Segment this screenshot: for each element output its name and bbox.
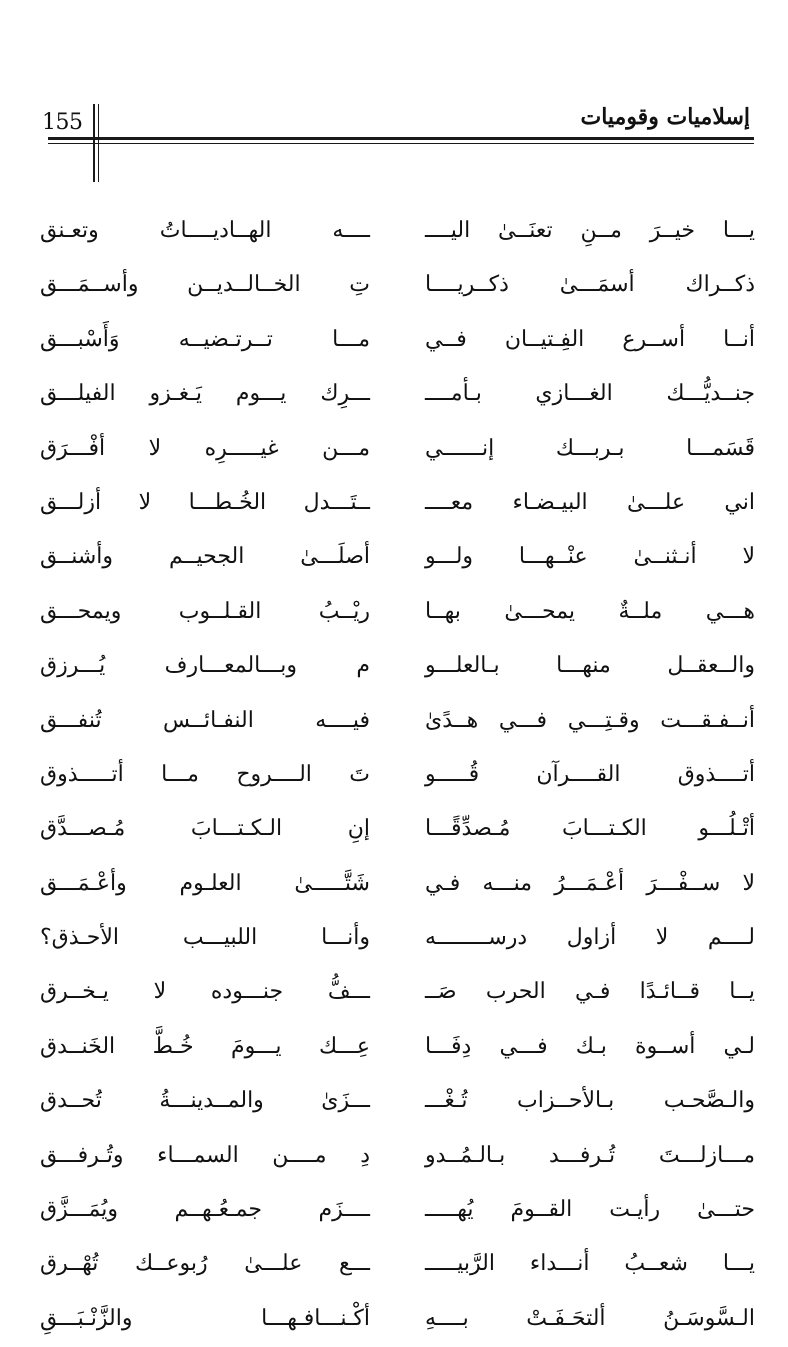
- verse: [40, 1184, 755, 1238]
- verse-second-hemistich: مـــن غيـــــرِه لا أفْـــرَق: [40, 435, 370, 461]
- verse-second-hemistich: دِ مــــن السمـــاء وتُـرفـــق: [40, 1142, 370, 1168]
- header-vertical-rule-thin: [98, 104, 99, 182]
- verse: [40, 1238, 755, 1292]
- verse-first-hemistich: حتـــىٰ رأيـت القــومَ يُهـــــ: [425, 1197, 755, 1223]
- verse-first-hemistich: قَسَمـــا بـربـــك إنــــــي: [425, 435, 755, 461]
- verse-first-hemistich: اني علـــىٰ البيـضـاء معــــ: [425, 489, 755, 515]
- verse-second-hemistich: ــــزَم جمـعُـهــم ويُمَـــزَّق: [40, 1197, 370, 1223]
- poem: [40, 205, 755, 1347]
- verse-first-hemistich: لـي أســوة بـك فـــي دِفَـــا: [425, 1033, 755, 1059]
- verse-second-hemistich: مـــا تــرتـضيــه وَأَسْبـــق: [40, 326, 370, 352]
- verse-second-hemistich: فيــــه النفـائــس تُنفـــق: [40, 707, 370, 733]
- verse-first-hemistich: مـــازلـــتَ تُـرفـــد بـالـمُــدو: [425, 1142, 755, 1168]
- verse-first-hemistich: والــعقــل منهـــا بـالعلـــو: [425, 653, 755, 679]
- verse-first-hemistich: يــا قــائـدًا فـي الحرب صَــ: [425, 979, 755, 1005]
- verse: [40, 1130, 755, 1184]
- header-vertical-rule: [93, 104, 95, 182]
- verse: [40, 749, 755, 803]
- verse-second-hemistich: ـــرِك يـــوم يَـغـزو الفيلـــق: [40, 381, 370, 407]
- header-rule: [48, 137, 754, 140]
- verse: [40, 368, 755, 422]
- verse: [40, 1075, 755, 1129]
- running-title: إسلاميات وقوميات: [580, 104, 750, 130]
- verse: [40, 477, 755, 531]
- verse: [40, 205, 755, 259]
- verse-first-hemistich: لا أنـثنــىٰ عنْــهـــا ولـــو: [425, 544, 755, 570]
- verse-second-hemistich: ريْــبُ القـلــوب ويمحـــق: [40, 598, 370, 624]
- page-header: [0, 0, 788, 190]
- verse-second-hemistich: تِ الخــالــديــن وأســمَـــق: [40, 272, 370, 298]
- verse-first-hemistich: أتْـلُـــو الكـتـــابَ مُـصدِّقًـــا: [425, 816, 755, 842]
- verse-first-hemistich: أتــــذوق القــــرآن قُـــــو: [425, 761, 755, 787]
- verse: [40, 1021, 755, 1075]
- verse-first-hemistich: يـــا خيــرَ مــنِ تعنَــىٰ اليــــ: [425, 218, 755, 243]
- verse: [40, 259, 755, 313]
- verse-second-hemistich: ـــفُّ جنـــوده لا يـخــرق: [40, 979, 370, 1005]
- verse-second-hemistich: ــــه الهــاديــــاتُ وتعـنق: [40, 218, 370, 243]
- verse-second-hemistich: م وبـــالمعـــارف يُـــرزق: [40, 653, 370, 679]
- verse-second-hemistich: أكْـنـــافـهـــا والزَّنْـبَـــقِ: [40, 1305, 370, 1331]
- verse-first-hemistich: يـــا شعــبُ أنـــداء الرَّبيـــــ: [425, 1251, 755, 1277]
- verse: [40, 1293, 755, 1347]
- verse-second-hemistich: ـــع علـــىٰ رُبوعــك تُهْــرق: [40, 1251, 370, 1277]
- verse-second-hemistich: إنِ الـكـتـــابَ مُـصـــدَّق: [40, 816, 370, 842]
- verse-first-hemistich: لا ســفْـــرَ أعْـمَـــرُ منـــه فـي: [425, 870, 755, 896]
- header-rule-thin: [48, 143, 754, 144]
- verse: [40, 912, 755, 966]
- verse-first-hemistich: ذكــراك أسمَـــىٰ ذكــريــــا: [425, 272, 755, 298]
- verse-first-hemistich: الـسَّوسَـنُ ألتحَـفَـتْ بــــهِ: [425, 1305, 755, 1331]
- verse-second-hemistich: تَ الــــروح مـــا أتـــــذوق: [40, 761, 370, 787]
- verse-first-hemistich: لــــم لا أزاول درســــــــه: [425, 925, 755, 951]
- verse-first-hemistich: جنــديُّـــك الغـــازي بـأمــــ: [425, 381, 755, 407]
- verse: [40, 803, 755, 857]
- verse-first-hemistich: والـصَّحـب بـالأحــزاب تُـغْـــ: [425, 1088, 755, 1114]
- verse-second-hemistich: ـــزَىٰ والمــدينـــةُ تُحــدق: [40, 1088, 370, 1114]
- verse-second-hemistich: أصلَـــىٰ الجحيــم وأشنــق: [40, 544, 370, 570]
- verse-first-hemistich: أنــفـقـــت وقـتِـــي فـــي هــدًىٰ: [425, 707, 755, 733]
- verse: [40, 314, 755, 368]
- verse: [40, 966, 755, 1020]
- verse-second-hemistich: وأنـــا اللبيـــب الأحـذق؟: [40, 925, 370, 951]
- verse-second-hemistich: ــتَـــدل الخُـطـــا لا أزلـــق: [40, 489, 370, 515]
- verse-first-hemistich: أنــا أســرع الفِـتيــان فــي: [425, 326, 755, 352]
- verse-second-hemistich: شَتَّـــــىٰ العلـوم وأعْـمَـــق: [40, 870, 370, 896]
- verse: [40, 858, 755, 912]
- page-number: 155: [42, 110, 83, 135]
- verse: [40, 586, 755, 640]
- verse-second-hemistich: عِـــك يـــومَ خُـطَّ الخَنــدق: [40, 1033, 370, 1059]
- verse: [40, 640, 755, 694]
- verse: [40, 423, 755, 477]
- verse: [40, 695, 755, 749]
- verse: [40, 531, 755, 585]
- verse-first-hemistich: هـــي ملــةٌ يمحـــىٰ بهــا: [425, 598, 755, 624]
